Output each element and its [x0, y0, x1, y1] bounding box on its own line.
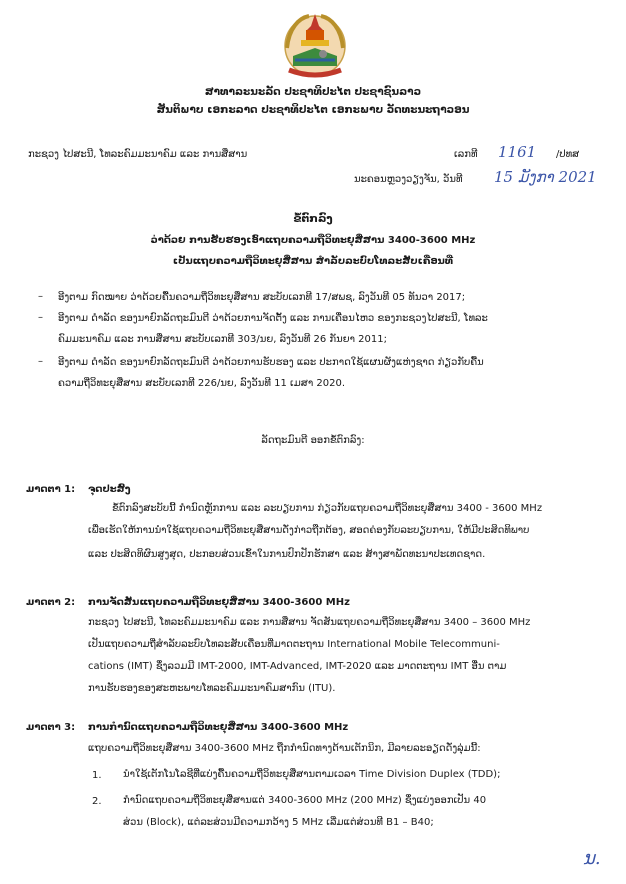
item-2-line-1: ກຳນົດແຖບຄວາມຖີ່ວິທະຍຸສື່ສານແຕ່ 3400-3600 MHz (200 MHz) ຊຶ່ງແບ່ງອອກເປັນ 40	[123, 795, 487, 806]
article-1-line-3: ແລະ ປະສິດທິຜົນສູງສຸດ, ປະກອບສ່ວນເຂົ້າໃນການປົກປັກຮັກສາ ແລະ ສ້າງສາພັດທະນາປະເທດຊາດ.	[88, 549, 486, 560]
ministry-name: ກະຊວງ ໄປສະນີ, ໂທລະຄົມມະນາຄົມ ແລະ ການສື່ສານ	[28, 149, 248, 160]
document-subtitle-2: ເປັນແຖບຄວາມຖີ່ວິທະຍຸສື່ສານ ສຳລັບລະບົບໂທລະສັບເຄື່ອນທີ່	[172, 256, 454, 267]
item-number: 1.	[92, 770, 102, 781]
article-2-line-1: ກະຊວງ ໄປສະນີ, ໂທລະຄົມມະນາຄົມ ແລະ ການສື່ສານ ຈັດສັນແຖບຄວາມຖີ່ວິທະຍຸສື່ສານ 3400 – 3600 MHz	[88, 617, 531, 628]
handwritten-initials: ນ.	[583, 848, 601, 869]
item-1-line-1: ນຳໃຊ້ເຕັກໂນໂລຊີທີ່ແບ່ງຄື້ນຄວາມຖີ່ວິທະຍຸສື່ສານຕາມເວລາ Time Division Duplex (TDD);	[123, 769, 501, 780]
reference-2-line-2: ຄົມມະນາຄົມ ແລະ ການສື່ສານ ສະບັບເລກທີ 303/ນຍ, ລົງວັນທີ 26 ກັນຍາ 2011;	[58, 334, 387, 345]
place-date-label: ນະຄອນຫຼວງວຽງຈັນ, ວັນທີ	[354, 174, 463, 185]
article-3-line-1: ແຖບຄວາມຖີ່ວິທະຍຸສື່ສານ 3400-3600 MHz ຖືກກຳນົດທາງດ້ານເຕັກນິກ, ມີລາຍລະອຽດດັ່ງລຸ່ມນີ້:	[88, 743, 481, 754]
article-2-line-2: ເປັນແຖບຄວາມຖີ່ສຳລັບລະບົບໂທລະສັບເຄື່ອນທີ່ມາດຕະຖານ International Mobile Telecommuni-	[88, 639, 500, 650]
date-value: 15 ມັງກາ 2021	[494, 168, 597, 186]
article-3-title: ການກຳນົດແຖບຄວາມຖີ່ວິທະຍຸສື່ສານ 3400-3600 MHz	[88, 722, 349, 733]
reference-3-line-1: ອີງຕາມ ດຳລັດ ຂອງນາຍົກລັດຖະມົນຕີ ວ່າດ້ວຍການຮັບຮອງ ແລະ ປະກາດໃຊ້ແຜນຜັງແຫ່ງຊາດ ກ່ຽວກັບຄື້ນ	[58, 357, 484, 368]
reference-bullet: –	[38, 312, 43, 323]
reference-bullet: –	[38, 291, 43, 302]
article-3-label: ມາດຕາ 3:	[26, 722, 76, 733]
item-2-line-2: ສ່ວນ (Block), ແຕ່ລະສ່ວນມີຄວາມກວ້າງ 5 MHz ເລີ່ມແຕ່ສ່ວນທີ B1 – B40;	[123, 817, 434, 828]
decision-line: ລັດຖະມົນຕີ ອອກຂໍ້ຕົກລົງ:	[261, 435, 365, 446]
doc-number-suffix: /ປທສ	[556, 149, 580, 160]
reference-1-line-1: ອີງຕາມ ກົດໝາຍ ວ່າດ້ວຍຄື້ນຄວາມຖີ່ວິທະຍຸສື່ສານ ສະບັບເລກທີ 17/ສພຊ, ລົງວັນທີ 05 ທັນວາ 2017;	[58, 292, 466, 303]
reference-bullet: –	[38, 356, 43, 367]
article-2-line-3: cations (IMT) ຊຶ່ງລວມມີ IMT-2000, IMT-Advanced, IMT-2020 ແລະ ມາດຕະຖານ IMT ອື່ນ ຕາມ	[88, 661, 507, 672]
national-emblem-icon	[279, 8, 351, 80]
article-2-line-4: ການຮັບຮອງຂອງສະຫະພາບໂທລະຄົມມະນາຄົມສາກົນ (ITU).	[88, 683, 336, 694]
article-1-line-2: ເພື່ອເຮັດໃຫ້ການນຳໃຊ້ແຖບຄວາມຖີ່ວິທະຍຸສື່ສານດັ່ງກ່າວຖືກຕ້ອງ, ສອດຄ່ອງກັບລະບຽບການ, ໃຫ້ມີປະສິດທິພາບ	[88, 525, 530, 536]
article-1-title: ຈຸດປະສົງ	[88, 484, 131, 495]
reference-2-line-1: ອີງຕາມ ດຳລັດ ຂອງນາຍົກລັດຖະມົນຕີ ວ່າດ້ວຍການຈັດຕັ້ງ ແລະ ການເຄື່ອນໄຫວ ຂອງກະຊວງໄປສະນີ, ໂທລະ	[58, 313, 488, 324]
document-subtitle-1: ວ່າດ້ວຍ ການຮັບຮອງເອົາແຖບຄວາມຖີ່ວິທະຍຸສື່ສານ 3400-3600 MHz	[150, 235, 476, 246]
header-line-2: ສັນຕິພາບ ເອກະລາດ ປະຊາທິປະໄຕ ເອກະພາບ ວັດທະນະຖາວອນ	[156, 104, 470, 116]
article-2-title: ການຈັດສັນແຖບຄວາມຖີ່ວິທະຍຸສື່ສານ 3400-3600 MHz	[88, 597, 350, 608]
article-2-label: ມາດຕາ 2:	[26, 597, 76, 608]
doc-number-label: ເລກທີ	[454, 149, 478, 160]
header-line-1: ສາທາລະນະລັດ ປະຊາທິປະໄຕ ປະຊາຊົນລາວ	[204, 86, 422, 98]
reference-3-line-2: ຄວາມຖີ່ວິທະຍຸສື່ສານ ສະບັບເລກທີ 226/ນຍ, ລົງວັນທີ 11 ເມສາ 2020.	[58, 378, 346, 389]
article-1-label: ມາດຕາ 1:	[26, 484, 76, 495]
article-1-line-1: ຂໍ້ຕົກລົງສະບັບນີ້ ກຳນົດຫຼັກການ ແລະ ລະບຽບການ ກ່ຽວກັບແຖບຄວາມຖີ່ວິທະຍຸສື່ສານ 3400 - 3600 MHz	[112, 503, 543, 514]
item-number: 2.	[92, 796, 102, 807]
document-title: ຂໍ້ຕົກລົງ	[293, 212, 333, 225]
doc-number-value: 1161	[498, 143, 537, 161]
